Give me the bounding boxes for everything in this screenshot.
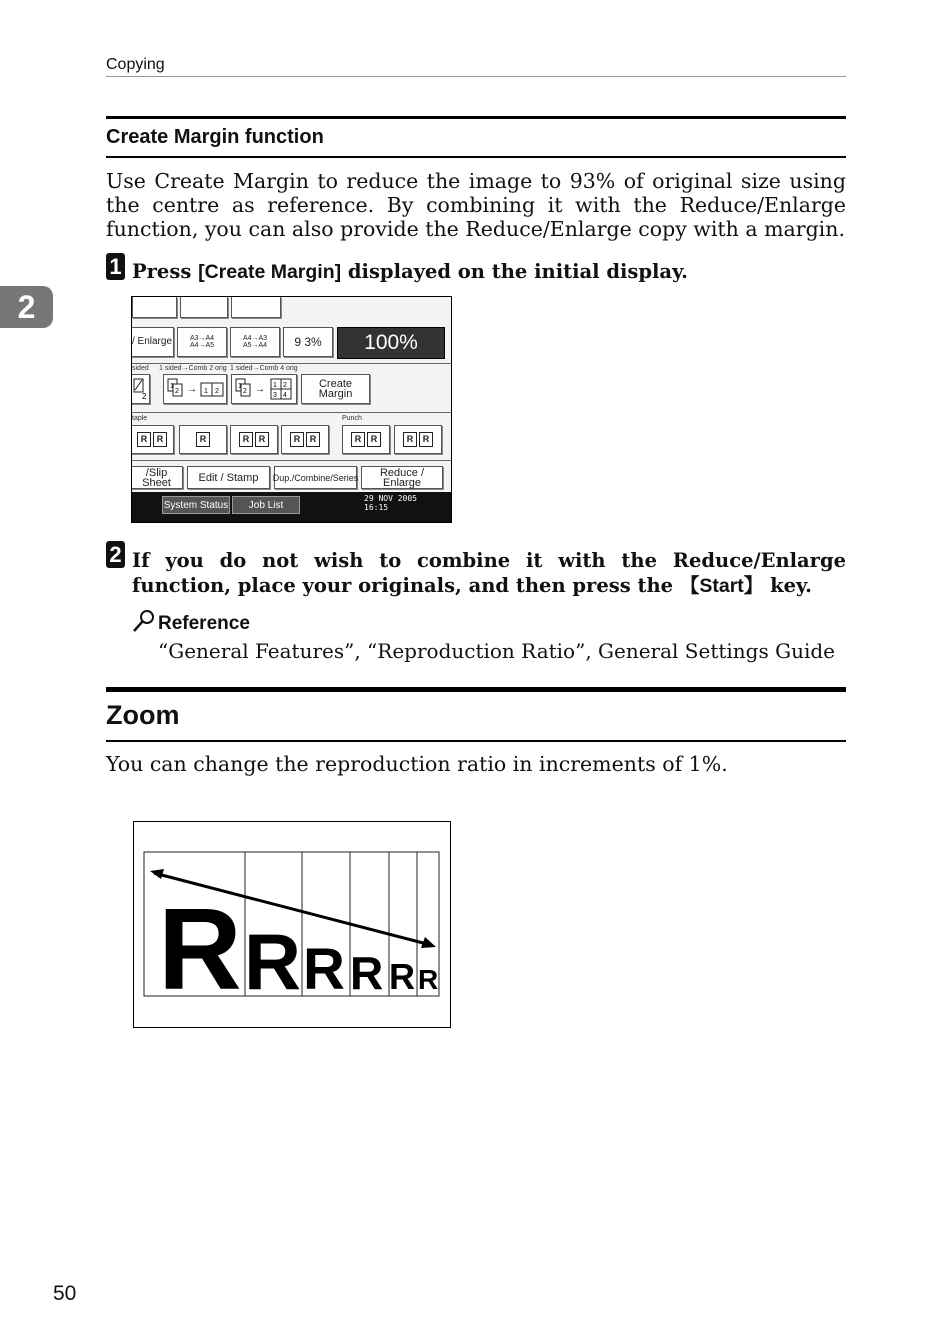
system-status-button[interactable]: System Status (162, 496, 230, 514)
running-head: Copying (106, 56, 165, 73)
tab-reduce-enlarge[interactable]: Reduce / Enlarge (361, 466, 443, 489)
status-bar (132, 492, 451, 522)
date-time: 29 NOV 2005 16:15 (364, 494, 417, 512)
step-instruction: If you do not wish to combine it with the Reduce/Enlarge function, place your originals, and then press the 【Start】 key. (132, 549, 846, 597)
copier-screen (131, 296, 452, 523)
key-label: [Create Margin] (198, 261, 342, 283)
staple-button[interactable]: R (179, 425, 227, 454)
screen-button[interactable] (180, 297, 228, 318)
svg-text:1: 1 (238, 383, 242, 390)
enlarge-button[interactable]: / Enlarge (131, 327, 174, 357)
label-sided: sided (132, 365, 149, 372)
label-staple: taple (132, 415, 148, 422)
tab-slip-sheet[interactable]: /Slip Sheet (131, 466, 183, 489)
svg-text:2: 2 (175, 388, 179, 395)
step-instruction: Press [Create Margin] displayed on the initial display. (132, 260, 688, 283)
section-intro: You can change the reproduction ratio in increments of 1%. (106, 752, 728, 776)
section-bottom-rule (106, 740, 846, 742)
punch-button[interactable]: R R (342, 425, 390, 454)
step-number: 2 (106, 541, 125, 568)
ratio-93-button[interactable]: 9 3% (283, 327, 333, 357)
svg-text:2: 2 (283, 382, 287, 389)
section-top-rule (106, 687, 846, 692)
screen-button[interactable] (132, 297, 177, 318)
zoom-letter: R (158, 884, 242, 1014)
staple-button[interactable]: R R (131, 425, 174, 454)
svg-text:→: → (255, 384, 265, 395)
screen-divider (132, 460, 451, 461)
chapter-tab: 2 (0, 286, 53, 328)
label-punch: Punch (342, 415, 362, 422)
zoom-letter: R (244, 917, 302, 1006)
duplex-icon[interactable] (131, 374, 150, 404)
staple-button[interactable]: R R (230, 425, 278, 454)
svg-text:1: 1 (273, 382, 277, 389)
svg-text:3: 3 (273, 392, 277, 399)
tab-dup-combine-series[interactable]: Dup./Combine/Series (274, 466, 357, 489)
section-top-rule (106, 116, 846, 119)
job-list-button[interactable]: Job List (232, 496, 300, 514)
zoom-letter: R (418, 964, 439, 995)
magnifier-icon (132, 609, 156, 633)
screen-divider (132, 412, 451, 413)
ratio-a4-a3-button[interactable]: A4→A3 A5→A4 (230, 327, 280, 357)
svg-text:2: 2 (215, 388, 219, 395)
tab-edit-stamp[interactable]: Edit / Stamp (187, 466, 270, 489)
section-title: Zoom (106, 700, 180, 730)
section-intro: Use Create Margin to reduce the image to 93% of original size using the centre as reference. By combining it with the Reduce/Enlarge function, you can also provide the Reduce/Enlarge copy with a margin. (106, 169, 846, 241)
punch-button[interactable]: R R (394, 425, 442, 454)
ratio-100-display[interactable]: 100% (337, 327, 445, 359)
zoom-figure (133, 821, 451, 1028)
key-label: 【Start】 (679, 575, 764, 597)
section-title: Create Margin function (106, 126, 324, 148)
svg-text:→: → (187, 384, 197, 395)
step-number: 1 (106, 253, 125, 280)
svg-text:1: 1 (170, 383, 174, 390)
comb-2-button[interactable] (163, 374, 227, 404)
running-head-rule (106, 76, 846, 77)
reference-title: Reference (158, 613, 250, 634)
zoom-letter: R (389, 956, 415, 997)
svg-text:1: 1 (204, 388, 208, 395)
section-bottom-rule (106, 156, 846, 158)
svg-text:2: 2 (142, 392, 147, 400)
screen-button[interactable] (231, 297, 281, 318)
svg-text:4: 4 (283, 392, 287, 399)
zoom-letter: R (350, 947, 384, 999)
zoom-letter: R (303, 937, 345, 1002)
screen-divider (132, 363, 451, 364)
staple-button[interactable]: R R (281, 425, 329, 454)
comb-4-button[interactable] (231, 374, 297, 404)
reference-body: “General Features”, “Reproduction Ratio”, General Settings Guide (158, 639, 836, 663)
label-comb-4: 1 sided→Comb 4 orig (230, 365, 298, 372)
ratio-a3-a4-button[interactable]: A3→A4 A4→A5 (177, 327, 227, 357)
page-number: 50 (53, 1282, 77, 1305)
svg-text:2: 2 (243, 388, 247, 395)
create-margin-button[interactable]: Create Margin (301, 374, 370, 404)
label-comb-2: 1 sided→Comb 2 orig (159, 365, 227, 372)
